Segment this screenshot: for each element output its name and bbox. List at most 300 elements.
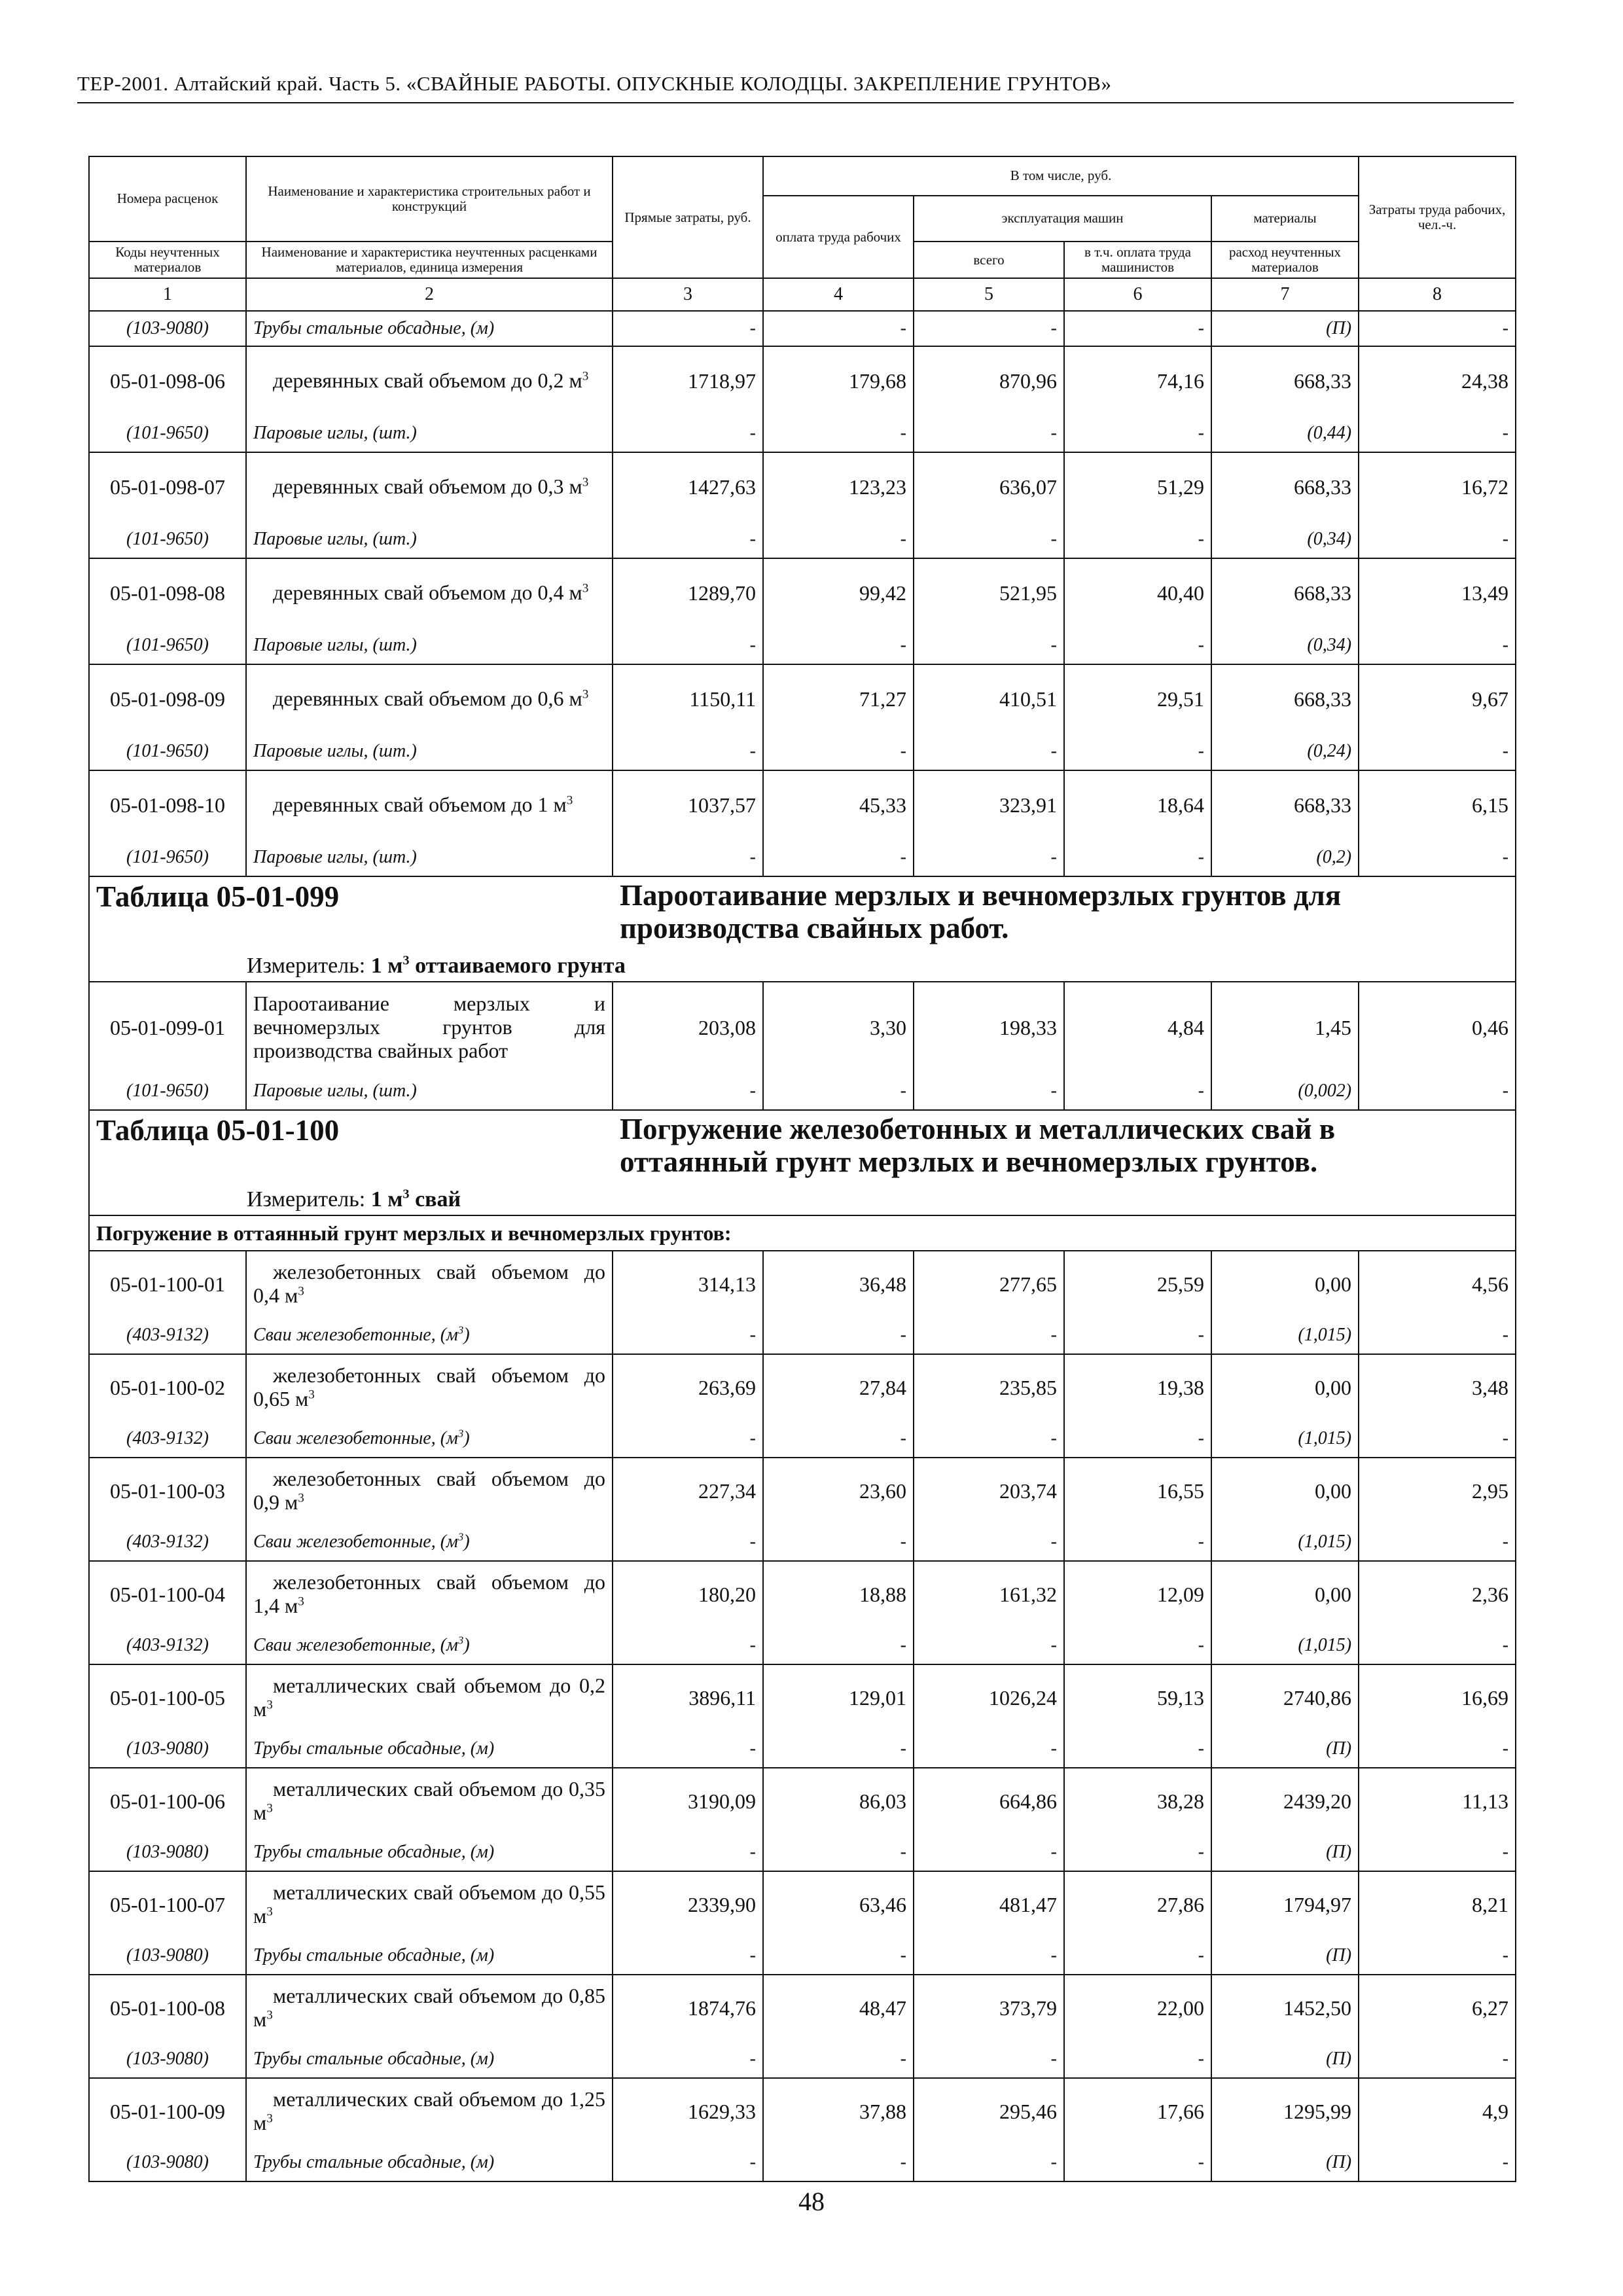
superscript: 3 — [402, 953, 410, 968]
material-row — [89, 415, 1516, 452]
superscript: 3 — [582, 369, 589, 384]
value-v5: - — [914, 839, 1064, 876]
value-v4: - — [763, 1317, 914, 1354]
value-v5: - — [914, 733, 1064, 770]
value-v3: - — [613, 1420, 763, 1458]
value-v3: 314,13 — [613, 1251, 763, 1317]
value-v7: 2439,20 — [1211, 1768, 1359, 1834]
value-v3: 1150,11 — [613, 664, 763, 733]
superscript: 3 — [298, 1594, 304, 1609]
value-v5: - — [914, 1731, 1064, 1768]
material-name: Паровые иглы, (шт.) — [246, 415, 613, 452]
material-code: (101-9650) — [89, 839, 246, 876]
value-v3: 1037,57 — [613, 770, 763, 839]
material-name: Трубы стальные обсадные, (м) — [246, 2144, 613, 2181]
value-v3: - — [613, 1317, 763, 1354]
material-consumption: (П) — [1211, 2041, 1359, 2078]
material-name: Трубы стальные обсадные, (м) — [246, 311, 613, 346]
value-v4: - — [763, 1937, 914, 1975]
rate-code: 05-01-100-07 — [89, 1871, 246, 1937]
value-v5: 521,95 — [914, 558, 1064, 627]
material-consumption: (0,34) — [1211, 627, 1359, 664]
rate-code: 05-01-098-08 — [89, 558, 246, 627]
rate-name: металлических свай объемом до 0,2 $м^3$ — [246, 1664, 613, 1731]
value-v6: 16,55 — [1064, 1458, 1211, 1524]
value-v8: - — [1359, 311, 1516, 346]
col-direct-costs: Прямые затраты, руб. — [613, 156, 763, 278]
material-consumption: (П) — [1211, 2144, 1359, 2181]
material-consumption: (1,015) — [1211, 1524, 1359, 1561]
value-v8: 16,69 — [1359, 1664, 1516, 1731]
material-name: Паровые иглы, (шт.) — [246, 1073, 613, 1110]
value-v8: 24,38 — [1359, 346, 1516, 415]
value-v3: 1629,33 — [613, 2078, 763, 2144]
value-v4: - — [763, 839, 914, 876]
value-v7: 0,00 — [1211, 1458, 1359, 1524]
value-v6: 74,16 — [1064, 346, 1211, 415]
value-v3: - — [613, 2041, 763, 2078]
value-v5: 235,85 — [914, 1354, 1064, 1420]
value-v6: - — [1064, 1937, 1211, 1975]
value-v3: 1289,70 — [613, 558, 763, 627]
value-v4: 48,47 — [763, 1975, 914, 2041]
rate-code: 05-01-098-09 — [89, 664, 246, 733]
table-title-cell — [89, 1110, 1516, 1215]
col-num: 7 — [1211, 278, 1359, 311]
value-v3: - — [613, 311, 763, 346]
material-consumption: (0,34) — [1211, 521, 1359, 558]
value-v8: - — [1359, 1524, 1516, 1561]
value-v3: - — [613, 415, 763, 452]
col-num: 5 — [914, 278, 1064, 311]
rate-row — [89, 664, 1516, 733]
column-numbers-row — [89, 278, 1516, 311]
material-code: (101-9650) — [89, 521, 246, 558]
value-v5: - — [914, 627, 1064, 664]
value-v6: - — [1064, 1073, 1211, 1110]
value-v6: - — [1064, 627, 1211, 664]
value-v4: 23,60 — [763, 1458, 914, 1524]
superscript: 3 — [402, 1187, 410, 1202]
value-v4: 179,68 — [763, 346, 914, 415]
rate-code: 05-01-100-05 — [89, 1664, 246, 1731]
value-v5: - — [914, 2041, 1064, 2078]
value-v4: 27,84 — [763, 1354, 914, 1420]
value-v6: - — [1064, 415, 1211, 452]
value-v3: - — [613, 1834, 763, 1871]
value-v7: 0,00 — [1211, 1251, 1359, 1317]
value-v4: 123,23 — [763, 452, 914, 521]
value-v6: - — [1064, 1317, 1211, 1354]
superscript: 3 — [582, 581, 589, 596]
material-code: (103-9080) — [89, 2144, 246, 2181]
material-name: Сваи железобетонные, $(м^3)$ — [246, 1627, 613, 1664]
value-v8: - — [1359, 1834, 1516, 1871]
superscript: 3 — [266, 2111, 273, 2126]
value-v3: 263,69 — [613, 1354, 763, 1420]
rate-row — [89, 1871, 1516, 1937]
material-name: Паровые иглы, (шт.) — [246, 627, 613, 664]
material-consumption: (П) — [1211, 1937, 1359, 1975]
col-machines-total: всего — [914, 242, 1064, 278]
value-v7: 668,33 — [1211, 558, 1359, 627]
value-v8: - — [1359, 521, 1516, 558]
col-including: В том числе, руб. — [763, 156, 1359, 196]
value-v4: 37,88 — [763, 2078, 914, 2144]
superscript: 3 — [457, 1427, 464, 1440]
value-v5: 410,51 — [914, 664, 1064, 733]
material-row — [89, 1627, 1516, 1664]
value-v3: 2339,90 — [613, 1871, 763, 1937]
value-v4: 129,01 — [763, 1664, 914, 1731]
rate-name: железобетонных свай объемом до 0,4 $м^3$ — [246, 1251, 613, 1317]
value-v6: - — [1064, 1627, 1211, 1664]
material-name: Сваи железобетонные, $(м^3)$ — [246, 1317, 613, 1354]
value-v5: 277,65 — [914, 1251, 1064, 1317]
rate-row — [89, 558, 1516, 627]
col-rate-number: Номера расценок — [89, 156, 246, 242]
material-consumption: (0,44) — [1211, 415, 1359, 452]
value-v5: - — [914, 1524, 1064, 1561]
value-v6: 59,13 — [1064, 1664, 1211, 1731]
rate-name: Пароотаивание мерзлых и вечномерзлых грунтов для производства свайных работ — [246, 982, 613, 1073]
col-material-codes: Коды неучтенных материалов — [89, 242, 246, 278]
material-name: Сваи железобетонные, $(м^3)$ — [246, 1420, 613, 1458]
col-num: 1 — [89, 278, 246, 311]
section-heading: Погружение в оттаянный грунт мерзлых и вечномерзлых грунтов: — [89, 1215, 1516, 1251]
value-v8: 4,9 — [1359, 2078, 1516, 2144]
material-row — [89, 1420, 1516, 1458]
material-code: (403-9132) — [89, 1317, 246, 1354]
value-v3: - — [613, 1073, 763, 1110]
value-v5: - — [914, 1073, 1064, 1110]
value-v8: 3,48 — [1359, 1354, 1516, 1420]
col-num: 6 — [1064, 278, 1211, 311]
rate-name: металлических свай объемом до 0,35 $м^3$ — [246, 1768, 613, 1834]
rate-code: 05-01-100-01 — [89, 1251, 246, 1317]
rate-name: металлических свай объемом до 0,85 $м^3$ — [246, 1975, 613, 2041]
value-v3: 227,34 — [613, 1458, 763, 1524]
superscript: 3 — [266, 2008, 273, 2022]
value-v6: 12,09 — [1064, 1561, 1211, 1627]
value-v5: - — [914, 415, 1064, 452]
value-v4: - — [763, 1834, 914, 1871]
value-v6: - — [1064, 733, 1211, 770]
material-name: Паровые иглы, (шт.) — [246, 521, 613, 558]
rate-name: деревянных свай объемом до 0,4 $м^3$ — [246, 558, 613, 627]
rate-code: 05-01-100-06 — [89, 1768, 246, 1834]
material-code: (101-9650) — [89, 415, 246, 452]
value-v5: 481,47 — [914, 1871, 1064, 1937]
measure-unit: Измеритель: 1 $м^3$ оттаиваемого грунта — [247, 953, 626, 978]
col-name: Наименование и характеристика строительных работ и конструкций — [246, 156, 613, 242]
rate-row — [89, 2078, 1516, 2144]
table-title-row — [89, 876, 1516, 982]
table-title-row — [89, 1110, 1516, 1215]
rate-row — [89, 1975, 1516, 2041]
material-name: Трубы стальные обсадные, (м) — [246, 1731, 613, 1768]
material-code: (101-9650) — [89, 627, 246, 664]
col-machines: эксплуатация машин — [914, 196, 1211, 242]
rate-row — [89, 1664, 1516, 1731]
value-v3: - — [613, 733, 763, 770]
value-v4: - — [763, 1420, 914, 1458]
value-v8: 6,15 — [1359, 770, 1516, 839]
material-row — [89, 1073, 1516, 1110]
col-num: 4 — [763, 278, 914, 311]
material-consumption: (1,015) — [1211, 1317, 1359, 1354]
value-v6: - — [1064, 1731, 1211, 1768]
table-number: Таблица 05-01-100 — [96, 1114, 340, 1147]
material-consumption: (1,015) — [1211, 1420, 1359, 1458]
value-v8: 4,56 — [1359, 1251, 1516, 1317]
superscript: 3 — [266, 1801, 273, 1816]
superscript: 3 — [582, 687, 589, 702]
value-v8: - — [1359, 839, 1516, 876]
value-v6: 4,84 — [1064, 982, 1211, 1073]
value-v8: 6,27 — [1359, 1975, 1516, 2041]
value-v8: 2,36 — [1359, 1561, 1516, 1627]
rate-row — [89, 1354, 1516, 1420]
value-v4: - — [763, 733, 914, 770]
rate-row — [89, 770, 1516, 839]
value-v5: - — [914, 521, 1064, 558]
col-material-names: Наименование и характеристика неучтенных расценками материалов, единица измерения — [246, 242, 613, 278]
material-code: (101-9650) — [89, 733, 246, 770]
material-name: Сваи железобетонные, $(м^3)$ — [246, 1524, 613, 1561]
value-v6: - — [1064, 1420, 1211, 1458]
running-header: ТЕР-2001. Алтайский край. Часть 5. «СВАЙНЫЕ РАБОТЫ. ОПУСКНЫЕ КОЛОДЦЫ. ЗАКРЕПЛЕНИЕ ГРУНТОВ» — [77, 72, 1514, 103]
material-name: Трубы стальные обсадные, (м) — [246, 2041, 613, 2078]
rate-row — [89, 1768, 1516, 1834]
value-v4: - — [763, 2144, 914, 2181]
material-consumption: (0,24) — [1211, 733, 1359, 770]
rate-code: 05-01-100-09 — [89, 2078, 246, 2144]
value-v6: 51,29 — [1064, 452, 1211, 521]
rate-row — [89, 452, 1516, 521]
measure-unit: Измеритель: 1 $м^3$ свай — [247, 1187, 461, 1212]
material-code: (103-9080) — [89, 2041, 246, 2078]
value-v5: - — [914, 1317, 1064, 1354]
value-v6: 40,40 — [1064, 558, 1211, 627]
value-v6: - — [1064, 521, 1211, 558]
value-v5: 198,33 — [914, 982, 1064, 1073]
value-v7: 0,00 — [1211, 1561, 1359, 1627]
value-v5: 1026,24 — [914, 1664, 1064, 1731]
col-machines-labor: в т.ч. оплата труда машинистов — [1064, 242, 1211, 278]
value-v8: - — [1359, 627, 1516, 664]
value-v5: 664,86 — [914, 1768, 1064, 1834]
value-v6: 38,28 — [1064, 1768, 1211, 1834]
table-title: Погружение железобетонных и металлических свай в оттаянный грунт мерзлых и вечномерзлых грунтов. — [620, 1113, 1336, 1178]
material-row — [89, 2144, 1516, 2181]
rates-table — [88, 156, 1516, 2182]
value-v5: - — [914, 1937, 1064, 1975]
superscript: 3 — [298, 1284, 304, 1299]
value-v3: 1718,97 — [613, 346, 763, 415]
value-v8: 2,95 — [1359, 1458, 1516, 1524]
material-row — [89, 2041, 1516, 2078]
value-v8: - — [1359, 1731, 1516, 1768]
value-v8: 9,67 — [1359, 664, 1516, 733]
material-code: (403-9132) — [89, 1524, 246, 1561]
value-v4: - — [763, 1073, 914, 1110]
value-v6: 19,38 — [1064, 1354, 1211, 1420]
value-v3: - — [613, 839, 763, 876]
value-v3: - — [613, 1524, 763, 1561]
value-v7: 2740,86 — [1211, 1664, 1359, 1731]
material-code: (103-9080) — [89, 1731, 246, 1768]
value-v3: 180,20 — [613, 1561, 763, 1627]
material-row — [89, 1834, 1516, 1871]
rate-code: 05-01-100-02 — [89, 1354, 246, 1420]
material-row — [89, 1731, 1516, 1768]
section-row — [89, 1215, 1516, 1251]
material-consumption: (П) — [1211, 1834, 1359, 1871]
value-v7: 1,45 — [1211, 982, 1359, 1073]
material-row — [89, 521, 1516, 558]
value-v4: 63,46 — [763, 1871, 914, 1937]
value-v7: 1794,97 — [1211, 1871, 1359, 1937]
material-row — [89, 1937, 1516, 1975]
superscript: 3 — [308, 1388, 315, 1402]
superscript: 3 — [582, 475, 589, 490]
superscript: 3 — [266, 1698, 273, 1712]
value-v8: - — [1359, 415, 1516, 452]
value-v4: - — [763, 415, 914, 452]
value-v5: - — [914, 311, 1064, 346]
rate-code: 05-01-099-01 — [89, 982, 246, 1073]
value-v7: 1452,50 — [1211, 1975, 1359, 2041]
rate-code: 05-01-100-08 — [89, 1975, 246, 2041]
value-v4: 3,30 — [763, 982, 914, 1073]
value-v7: 668,33 — [1211, 664, 1359, 733]
value-v6: - — [1064, 1834, 1211, 1871]
value-v4: 71,27 — [763, 664, 914, 733]
material-name: Паровые иглы, (шт.) — [246, 839, 613, 876]
rate-name: железобетонных свай объемом до 1,4 $м^3$ — [246, 1561, 613, 1627]
rate-code: 05-01-098-07 — [89, 452, 246, 521]
value-v8: 8,21 — [1359, 1871, 1516, 1937]
value-v8: 0,46 — [1359, 982, 1516, 1073]
value-v3: - — [613, 1937, 763, 1975]
rate-name: металлических свай объемом до 0,55 $м^3$ — [246, 1871, 613, 1937]
material-consumption: (0,002) — [1211, 1073, 1359, 1110]
value-v7: 668,33 — [1211, 770, 1359, 839]
rate-code: 05-01-100-04 — [89, 1561, 246, 1627]
material-row — [89, 1524, 1516, 1561]
value-v4: - — [763, 1731, 914, 1768]
page-number: 48 — [798, 2187, 825, 2216]
col-labor-costs: Затраты труда рабочих, чел.-ч. — [1359, 156, 1516, 278]
rate-name: деревянных свай объемом до 0,2 $м^3$ — [246, 346, 613, 415]
material-row — [89, 627, 1516, 664]
rate-row — [89, 346, 1516, 415]
value-v4: - — [763, 2041, 914, 2078]
material-consumption: (0,2) — [1211, 839, 1359, 876]
value-v6: 18,64 — [1064, 770, 1211, 839]
value-v4: 99,42 — [763, 558, 914, 627]
value-v4: - — [763, 1524, 914, 1561]
value-v5: - — [914, 1627, 1064, 1664]
col-labor-pay: оплата труда рабочих — [763, 196, 914, 278]
value-v3: 3896,11 — [613, 1664, 763, 1731]
value-v4: 45,33 — [763, 770, 914, 839]
value-v6: 17,66 — [1064, 2078, 1211, 2144]
value-v8: - — [1359, 1420, 1516, 1458]
material-code: (103-9080) — [89, 1937, 246, 1975]
value-v5: 323,91 — [914, 770, 1064, 839]
value-v6: 29,51 — [1064, 664, 1211, 733]
value-v5: - — [914, 1834, 1064, 1871]
value-v8: - — [1359, 2041, 1516, 2078]
value-v4: - — [763, 627, 914, 664]
value-v6: - — [1064, 839, 1211, 876]
superscript: 3 — [457, 1530, 464, 1543]
col-materials-consumption: расход неучтенных материалов — [1211, 242, 1359, 278]
value-v7: 0,00 — [1211, 1354, 1359, 1420]
material-code: (403-9132) — [89, 1420, 246, 1458]
value-v6: - — [1064, 1524, 1211, 1561]
value-v6: 25,59 — [1064, 1251, 1211, 1317]
table-number: Таблица 05-01-099 — [96, 880, 340, 914]
table-title: Пароотаивание мерзлых и вечномерзлых грунтов для производства свайных работ. — [620, 879, 1342, 944]
value-v4: - — [763, 311, 914, 346]
value-v5: 870,96 — [914, 346, 1064, 415]
value-v3: - — [613, 2144, 763, 2181]
rate-code: 05-01-100-03 — [89, 1458, 246, 1524]
value-v8: - — [1359, 1627, 1516, 1664]
material-code: (103-9080) — [89, 1834, 246, 1871]
value-v6: 27,86 — [1064, 1871, 1211, 1937]
value-v3: 1874,76 — [613, 1975, 763, 2041]
value-v6: 22,00 — [1064, 1975, 1211, 2041]
material-row — [89, 733, 1516, 770]
material-code: (101-9650) — [89, 1073, 246, 1110]
rate-row — [89, 1458, 1516, 1524]
value-v4: 18,88 — [763, 1561, 914, 1627]
superscript: 3 — [298, 1491, 304, 1505]
value-v7: 668,33 — [1211, 346, 1359, 415]
material-code: (403-9132) — [89, 1627, 246, 1664]
col-materials: материалы — [1211, 196, 1359, 242]
value-v8: - — [1359, 2144, 1516, 2181]
col-num: 3 — [613, 278, 763, 311]
material-consumption: (1,015) — [1211, 1627, 1359, 1664]
col-num: 2 — [246, 278, 613, 311]
value-v4: 36,48 — [763, 1251, 914, 1317]
material-code: (103-9080) — [89, 311, 246, 346]
superscript: 3 — [266, 1905, 273, 1919]
value-v7: (П) — [1211, 311, 1359, 346]
value-v4: - — [763, 521, 914, 558]
value-v4: 86,03 — [763, 1768, 914, 1834]
material-name: Паровые иглы, (шт.) — [246, 733, 613, 770]
value-v6: - — [1064, 311, 1211, 346]
rate-name: деревянных свай объемом до 0,3 $м^3$ — [246, 452, 613, 521]
value-v4: - — [763, 1627, 914, 1664]
material-row — [89, 839, 1516, 876]
rate-row — [89, 982, 1516, 1073]
value-v3: - — [613, 521, 763, 558]
value-v8: - — [1359, 1937, 1516, 1975]
rate-name: деревянных свай объемом до 1 $м^3$ — [246, 770, 613, 839]
superscript: 3 — [457, 1323, 464, 1336]
superscript: 3 — [566, 793, 573, 808]
value-v3: - — [613, 1627, 763, 1664]
superscript: 3 — [457, 1634, 464, 1647]
value-v6: - — [1064, 2144, 1211, 2181]
